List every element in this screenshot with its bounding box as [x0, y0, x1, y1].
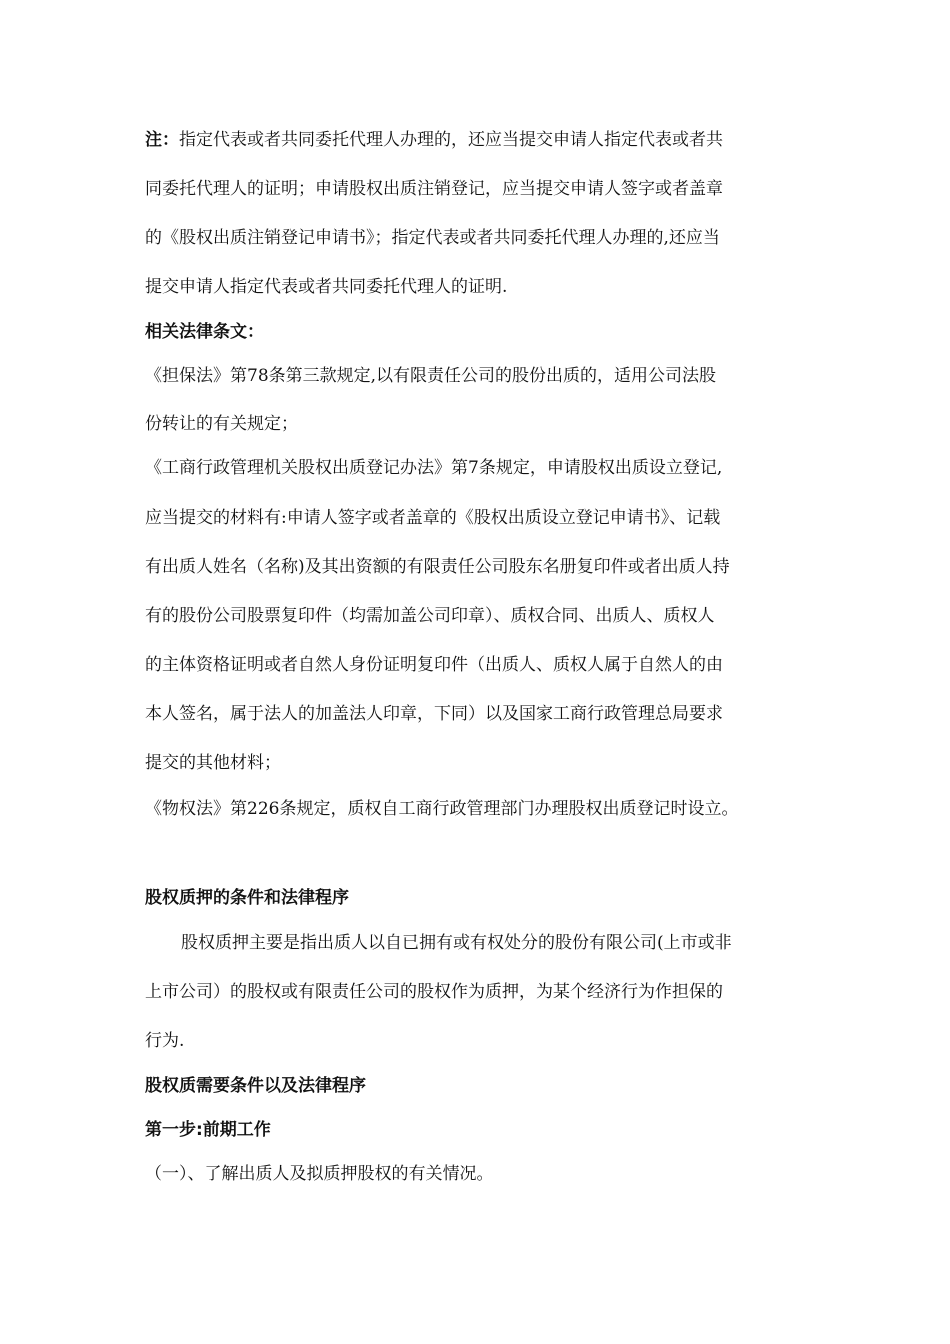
law-line-1: 《担保法》第78条第三款规定,以有限责任公司的股份出质的，适用公司法股: [145, 366, 717, 386]
note-label: 注：: [145, 130, 179, 150]
subheading: 股权质需要条件以及法律程序: [145, 1076, 366, 1096]
law-line-9: 提交的其他材料；: [145, 753, 281, 773]
note-line-3: 的《股权出质注销登记申请书》；指定代表或者共同委托代理人办理的,还应当: [145, 228, 720, 248]
note-line-4: 提交申请人指定代表或者共同委托代理人的证明.: [145, 277, 508, 297]
law-line-5: 有出质人姓名（名称)及其出资额的有限责任公司股东名册复印件或者出质人持: [145, 557, 730, 577]
step-1-heading: 第一步:前期工作: [145, 1120, 271, 1140]
section-line-3: 行为.: [145, 1031, 185, 1051]
law-line-2: 份转让的有关规定；: [145, 414, 298, 434]
note-line-2: 同委托代理人的证明；申请股权出质注销登记，应当提交申请人签字或者盖章: [145, 179, 723, 199]
step-1-item-1: （一）、了解出质人及拟质押股权的有关情况。: [145, 1164, 494, 1184]
section-line-2: 上市公司）的股权或有限责任公司的股权作为质押，为某个经济行为作担保的: [145, 982, 723, 1002]
note-text: 指定代表或者共同委托代理人办理的，还应当提交申请人指定代表或者共: [179, 130, 723, 150]
section-line-1: 股权质押主要是指出质人以自已拥有或有权处分的股份有限公司(上市或非: [181, 933, 732, 953]
law-line-10: 《物权法》第226条规定，质权自工商行政管理部门办理股权出质登记时设立。: [145, 799, 739, 819]
law-line-8: 本人签名，属于法人的加盖法人印章，下同）以及国家工商行政管理总局要求: [145, 704, 723, 724]
law-line-7: 的主体资格证明或者自然人身份证明复印件（出质人、质权人属于自然人的由: [145, 655, 723, 675]
law-line-6: 有的股份公司股票复印件（均需加盖公司印章）、质权合同、出质人、质权人: [145, 606, 715, 626]
law-line-4: 应当提交的材料有:申请人签字或者盖章的《股权出质设立登记申请书》、记载: [145, 508, 721, 528]
note-line-1: [145, 128, 723, 152]
law-line-3: 《工商行政管理机关股权出质登记办法》第7条规定，申请股权出质设立登记,: [145, 458, 723, 478]
laws-heading: 相关法律条文：: [145, 322, 264, 342]
section-heading: 股权质押的条件和法律程序: [145, 888, 349, 908]
